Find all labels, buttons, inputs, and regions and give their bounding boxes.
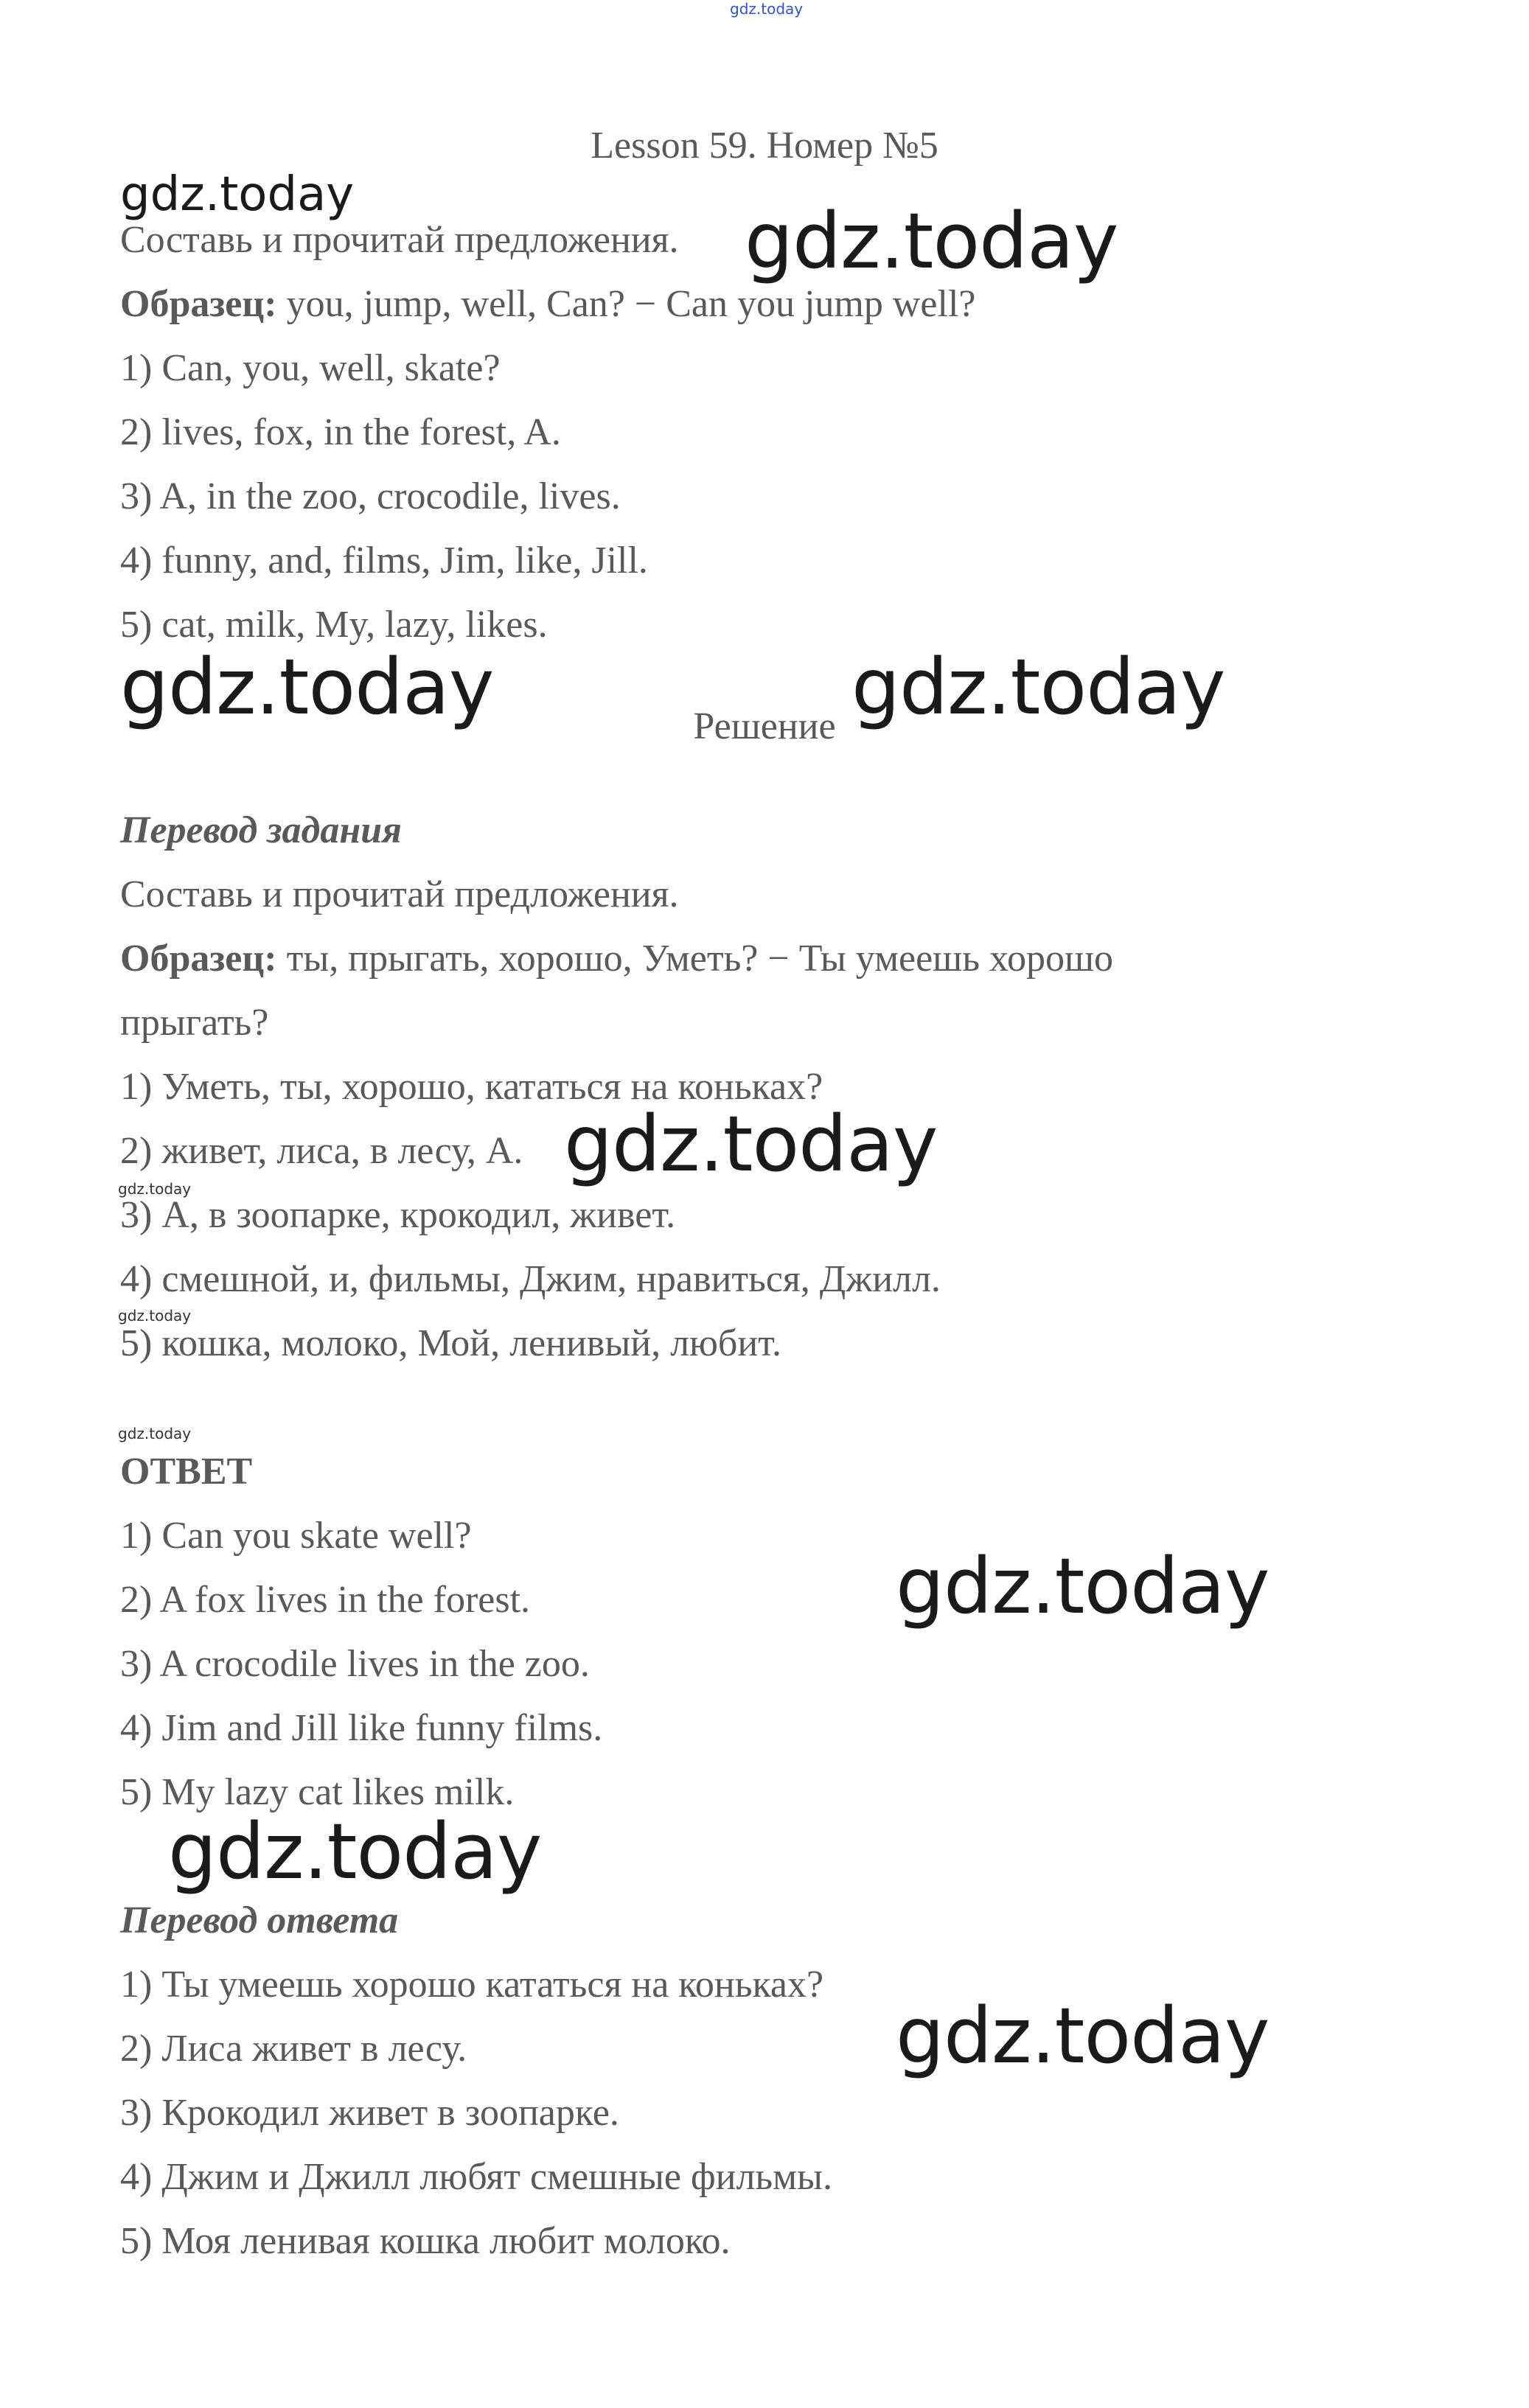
answer-item-4: 4) Jim and Jill like funny films. <box>120 1707 603 1749</box>
example-label: Образец: <box>120 283 277 325</box>
answer-translation-heading: Перевод ответа <box>120 1899 399 1941</box>
answer-item-2: 2) A fox lives in the forest. <box>120 1579 531 1621</box>
task-translation-example <box>120 935 1113 983</box>
task-instruction: Составь и прочитай предложения. <box>120 219 679 261</box>
task-translation-item-2: 2) живет, лиса, в лесу, А. <box>120 1130 523 1172</box>
answer-translation-item-2: 2) Лиса живет в лесу. <box>120 2028 467 2070</box>
task-translation-example-cont: прыгать? <box>120 1002 269 1044</box>
watermark-4: gdz.today <box>564 1099 938 1189</box>
watermark-tiny-3: gdz.today <box>118 1425 192 1442</box>
watermark-3: gdz.today <box>851 642 1225 732</box>
task-item-1: 1) Can, you, well, skate? <box>120 347 501 389</box>
watermark-2: gdz.today <box>120 642 494 732</box>
watermark-1: gdz.today <box>745 196 1118 286</box>
task-example <box>120 281 975 328</box>
task-item-2: 2) lives, fox, in the forest, A. <box>120 411 561 453</box>
task-translation-heading: Перевод задания <box>120 809 402 851</box>
answer-heading: ОТВЕТ <box>120 1451 253 1493</box>
page-title: Lesson 59. Номер №5 <box>591 125 938 167</box>
watermark-7: gdz.today <box>896 1991 1269 2081</box>
example-text: you, jump, well, Can? − Can you jump well? <box>276 283 976 325</box>
task-translation-item-4: 4) смешной, и, фильмы, Джим, нравиться, Джилл. <box>120 1258 941 1300</box>
watermark-tiny-1: gdz.today <box>118 1180 192 1198</box>
answer-translation-item-5: 5) Моя ленивая кошка любит молоко. <box>120 2220 731 2262</box>
answer-translation-item-4: 4) Джим и Джилл любят смешные фильмы. <box>120 2156 832 2198</box>
task-item-4: 4) funny, and, films, Jim, like, Jill. <box>120 540 648 582</box>
watermark-small-1: gdz.today <box>120 167 355 222</box>
answer-item-5: 5) My lazy cat likes milk. <box>120 1771 515 1813</box>
watermark-6: gdz.today <box>168 1807 542 1896</box>
watermark-5: gdz.today <box>896 1541 1269 1631</box>
translation-example-text: ты, прыгать, хорошо, Уметь? − Ты умеешь хорошо <box>276 938 1114 980</box>
answer-item-1: 1) Can you skate well? <box>120 1515 472 1557</box>
solution-heading: Решение <box>693 705 836 747</box>
watermark-tiny-2: gdz.today <box>118 1307 192 1325</box>
task-item-5: 5) cat, milk, My, lazy, likes. <box>120 604 548 646</box>
answer-item-3: 3) A crocodile lives in the zoo. <box>120 1643 590 1685</box>
task-item-3: 3) A, in the zoo, crocodile, lives. <box>120 475 621 517</box>
answer-translation-item-1: 1) Ты умеешь хорошо кататься на коньках? <box>120 1964 824 2006</box>
task-translation-item-5: 5) кошка, молоко, Мой, ленивый, любит. <box>120 1322 781 1364</box>
watermark-top: gdz.today <box>730 0 804 18</box>
task-translation-instruction: Составь и прочитай предложения. <box>120 873 679 915</box>
answer-translation-item-3: 3) Крокодил живет в зоопарке. <box>120 2092 619 2134</box>
task-translation-item-1: 1) Уметь, ты, хорошо, кататься на коньках? <box>120 1066 823 1108</box>
translation-example-label: Образец: <box>120 938 277 980</box>
task-translation-item-3: 3) А, в зоопарке, крокодил, живет. <box>120 1194 676 1236</box>
